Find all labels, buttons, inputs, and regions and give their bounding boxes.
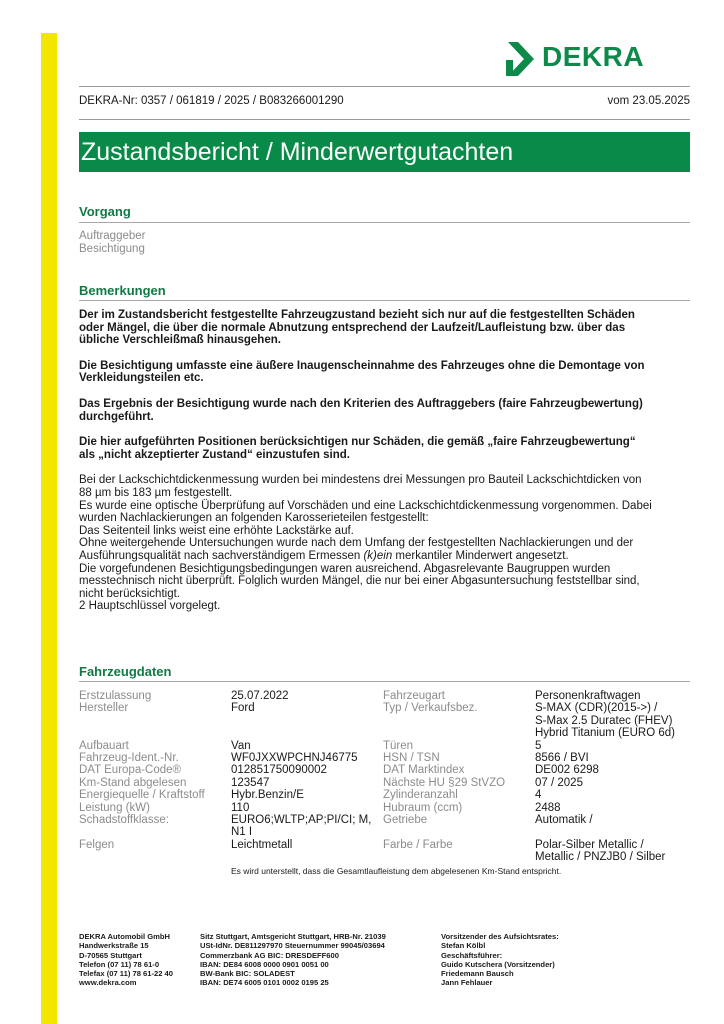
vehicle-value: Van bbox=[231, 739, 251, 752]
vehicle-value: Hybrid Titanium (EURO 6d) bbox=[535, 727, 675, 740]
section-divider bbox=[79, 222, 690, 223]
remark-line bbox=[79, 550, 691, 563]
remark-text: Ausführungsqualität nach sachverständigem Ermessen bbox=[79, 549, 364, 562]
vehicle-value: 110 bbox=[231, 801, 250, 814]
footer-line: Vorsitzender des Aufsichtsrates: bbox=[441, 932, 559, 941]
vehicle-value: 2488 bbox=[535, 801, 561, 814]
vehicle-value: S-MAX (CDR)(2015->) / bbox=[535, 702, 658, 715]
vehicle-value: N1 I bbox=[231, 826, 253, 839]
vehicle-label: DAT Marktindex bbox=[383, 764, 465, 777]
remark-line: Ohne weitergehende Untersuchungen wurde nach dem Umfang der festgestellten Nachlackierungen und der bbox=[79, 537, 634, 550]
footer-line: Geschäftsführer: bbox=[441, 950, 503, 960]
vehicle-labels-right bbox=[383, 690, 533, 851]
vehicle-label: Schadstoffklasse: bbox=[79, 813, 169, 826]
left-accent-bar bbox=[41, 33, 57, 1024]
vehicle-label: Getriebe bbox=[383, 813, 428, 826]
vehicle-values-left bbox=[231, 690, 381, 851]
vehicle-label: DAT Europa-Code® bbox=[79, 764, 182, 777]
vehicle-label: Aufbauart bbox=[79, 739, 129, 752]
vehicle-value: Polar-Silber Metallic / bbox=[535, 838, 644, 851]
remark-line: Die vorgefundenen Besichtigungsbedingungen waren ausreichend. Abgasrelevante Baugruppen wurden bbox=[79, 562, 611, 575]
remark-line: Bei der Lackschichtdickenmessung wurden bei mindestens drei Messungen pro Bauteil Lackschichtdicken von bbox=[79, 474, 642, 487]
dekra-logo bbox=[504, 40, 645, 80]
vehicle-value: 123547 bbox=[231, 776, 270, 789]
vehicle-value: 012851750090002 bbox=[231, 764, 327, 777]
vehicle-label: Felgen bbox=[79, 838, 115, 851]
vehicle-label: Fahrzeug-Ident.-Nr. bbox=[79, 751, 179, 764]
vehicle-label bbox=[383, 727, 533, 739]
vehicle-label: Erstzulassung bbox=[79, 690, 152, 702]
vehicle-value: Ford bbox=[231, 702, 255, 715]
remark-line: durchgeführt. bbox=[79, 410, 154, 423]
section-title-bemerkungen: Bemerkungen bbox=[79, 283, 166, 298]
vehicle-labels-left bbox=[79, 690, 227, 851]
remark-line: Verkleidungsteilen etc. bbox=[79, 372, 204, 385]
title-banner bbox=[79, 132, 690, 172]
footer-legal bbox=[200, 932, 386, 988]
footer-line: Friedemann Bausch bbox=[441, 969, 514, 979]
remark-line: Der im Zustandsbericht festgestellte Fahrzeugzustand bezieht sich nur auf die festgestellten Schäden bbox=[79, 309, 635, 321]
footer-management bbox=[441, 932, 559, 988]
vehicle-label: Fahrzeugart bbox=[383, 690, 446, 702]
remark-italic: (k)ein bbox=[363, 549, 393, 562]
remarks-text bbox=[79, 309, 691, 613]
vehicle-value: 25.07.2022 bbox=[231, 690, 289, 702]
vehicle-value: 07 / 2025 bbox=[535, 776, 583, 789]
vehicle-label: Typ / Verkaufsbez. bbox=[383, 702, 478, 715]
footer-line: Handwerkstraße 15 bbox=[79, 941, 149, 951]
header-divider bbox=[79, 86, 690, 87]
remark-line: 2 Hauptschlüssel vorgelegt. bbox=[79, 600, 221, 613]
vehicle-value: Metallic / PNZJB0 / Silber bbox=[535, 851, 666, 864]
vehicle-value: 8566 / BVI bbox=[535, 751, 589, 764]
footer-line: DEKRA Automobil GmbH bbox=[79, 932, 170, 941]
remark-line: Das Seitenteil links weist eine erhöhte Lackstärke auf. bbox=[79, 524, 354, 537]
report-date: vom 23.05.2025 bbox=[607, 95, 690, 107]
vehicle-value: DE002 6298 bbox=[535, 764, 599, 777]
remark-paragraph bbox=[79, 436, 691, 461]
vehicle-value: 5 bbox=[535, 739, 542, 752]
vehicle-label bbox=[79, 826, 227, 838]
footer-line: www.dekra.com bbox=[79, 978, 137, 988]
vorgang-line: Besichtigung bbox=[79, 242, 145, 255]
remark-paragraph bbox=[79, 398, 691, 423]
header-divider-bottom bbox=[79, 119, 690, 120]
vehicle-label: Zylinderanzahl bbox=[383, 789, 458, 802]
footer-line: Sitz Stuttgart, Amtsgericht Stuttgart, HRB-Nr. 21039 bbox=[200, 932, 386, 941]
footer-line: Telefax (07 11) 78 61-22 40 bbox=[79, 969, 174, 979]
remark-plain-block bbox=[79, 474, 691, 613]
mileage-note: Es wird unterstellt, dass die Gesamtlaufleistung dem abgelesenen Km-Stand entspricht. bbox=[231, 866, 562, 876]
vehicle-label bbox=[383, 715, 533, 727]
vehicle-label: Nächste HU §29 StVZO bbox=[383, 776, 506, 789]
footer-company bbox=[79, 932, 173, 988]
vehicle-label: Türen bbox=[383, 739, 414, 752]
vehicle-value bbox=[231, 727, 381, 739]
section-title-vorgang: Vorgang bbox=[79, 204, 131, 219]
remark-line: messtechnisch nicht überprüft. Folglich wurden Mängel, die nur bei einer Abgasuntersuchung feststellbar sind, bbox=[79, 575, 640, 588]
vehicle-label bbox=[79, 727, 227, 739]
footer-line: Stefan Kölbl bbox=[441, 941, 486, 951]
logo-text: DEKRA bbox=[542, 41, 645, 72]
vehicle-label bbox=[383, 826, 533, 838]
remark-line: wurden Nachlackierungen an folgenden Karosserieteilen festgestellt: bbox=[79, 512, 429, 525]
remark-line: Die hier aufgeführten Positionen berücksichtigen nur Schäden, die gemäß „faire Fahrzeugbewertung“ bbox=[79, 436, 636, 449]
vehicle-value: Automatik / bbox=[535, 813, 593, 826]
remark-paragraph bbox=[79, 309, 691, 347]
vorgang-line: Auftraggeber bbox=[79, 230, 146, 242]
remark-line: nicht berücksichtigt. bbox=[79, 587, 180, 600]
footer-line: USt-IdNr. DE811297970 Steuernummer 99045/03694 bbox=[200, 941, 385, 951]
vehicle-label: Farbe / Farbe bbox=[383, 838, 453, 851]
remark-line: Es wurde eine optische Überprüfung auf Vorschäden und eine Lackschichtdickenmessung vorgenommen. Dabei bbox=[79, 499, 652, 512]
vehicle-values-right bbox=[535, 690, 695, 863]
footer-line: D-70565 Stuttgart bbox=[79, 950, 142, 960]
reference-number: DEKRA-Nr: 0357 / 061819 / 2025 / B083266001290 bbox=[79, 95, 344, 107]
footer-line: IBAN: DE84 6008 0000 0901 0051 00 bbox=[200, 959, 329, 969]
section-divider bbox=[79, 300, 690, 301]
vehicle-value: WF0JXXWPCHNJ46775 bbox=[231, 751, 358, 764]
vehicle-value: Hybr.Benzin/E bbox=[231, 789, 304, 802]
vehicle-value bbox=[231, 715, 381, 727]
remark-text: merkantiler Minderwert angesetzt. bbox=[392, 549, 569, 562]
section-divider bbox=[79, 681, 690, 682]
vehicle-value: Personenkraftwagen bbox=[535, 690, 641, 702]
vehicle-value: S-Max 2.5 Duratec (FHEV) bbox=[535, 714, 673, 727]
vehicle-value: Leichtmetall bbox=[231, 838, 293, 851]
remark-line: übliche Verschleißmaß hinausgehen. bbox=[79, 334, 281, 347]
section-title-fahrzeugdaten: Fahrzeugdaten bbox=[79, 664, 172, 679]
vehicle-label: Leistung (kW) bbox=[79, 801, 150, 814]
remark-line: Die Besichtigung umfasste eine äußere Inaugenscheinnahme des Fahrzeuges ohne die Demontage von bbox=[79, 359, 645, 372]
vehicle-label: HSN / TSN bbox=[383, 751, 440, 764]
footer-line: BW-Bank BIC: SOLADEST bbox=[200, 969, 295, 979]
remark-line: 88 µm bis 183 µm festgestellt. bbox=[79, 486, 233, 499]
page-title: Zustandsbericht / Minderwertgutachten bbox=[81, 138, 514, 166]
vehicle-label: Km-Stand abgelesen bbox=[79, 776, 187, 789]
footer-line: Jann Fehlauer bbox=[441, 978, 493, 988]
dekra-logo-icon bbox=[504, 40, 538, 78]
vehicle-label: Hersteller bbox=[79, 702, 129, 715]
vehicle-value bbox=[535, 826, 695, 838]
vorgang-list bbox=[79, 230, 146, 255]
footer-line: Commerzbank AG BIC: DRESDEFF600 bbox=[200, 950, 339, 960]
remark-line: oder Mängel, die über die normale Abnutzung entsprechend der Laufzeit/Laufleistung bzw. über das bbox=[79, 321, 626, 334]
vehicle-label bbox=[79, 715, 227, 727]
vehicle-value: 4 bbox=[535, 789, 542, 802]
footer-line: Telefon (07 11) 78 61-0 bbox=[79, 959, 160, 969]
footer-line: Guido Kutschera (Vorsitzender) bbox=[441, 959, 555, 969]
remark-line: Das Ergebnis der Besichtigung wurde nach den Kriterien des Auftraggebers (faire Fahrzeugbewertung) bbox=[79, 397, 643, 410]
remark-paragraph bbox=[79, 360, 691, 385]
footer-line: IBAN: DE74 6005 0101 0002 0195 25 bbox=[200, 978, 329, 988]
vehicle-value: EURO6;WLTP;AP;PI/CI; M, bbox=[231, 813, 372, 826]
vehicle-label: Hubraum (ccm) bbox=[383, 801, 463, 814]
vehicle-label: Energiequelle / Kraftstoff bbox=[79, 789, 205, 802]
remark-line: als „nicht akzeptierter Zustand“ einzustufen sind. bbox=[79, 448, 350, 461]
